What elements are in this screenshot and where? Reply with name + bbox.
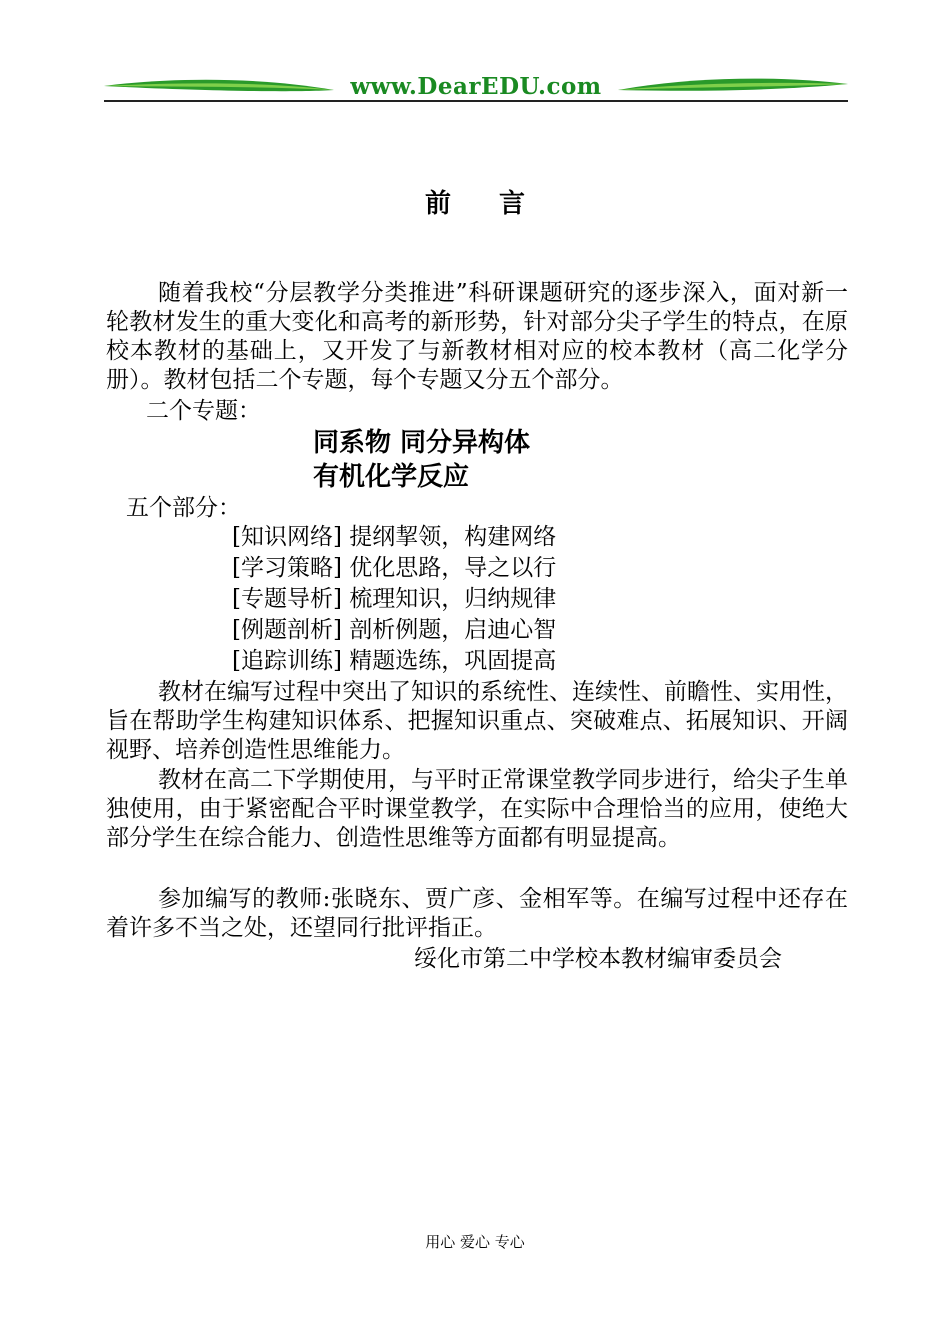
parts-label: 五个部分： xyxy=(126,495,241,521)
topics-label: 二个专题： xyxy=(146,398,261,424)
topic-item: 有机化学反应 xyxy=(313,462,470,492)
signature: 绥化市第二中学校本教材编审委员会 xyxy=(414,946,782,972)
part-item: [追踪训练] 精题选练，巩固提高 xyxy=(232,648,557,674)
usage-paragraph: 教材在高二下学期使用，与平时正常课堂教学同步进行，给尖子生单独使用，由于紧密配合平时课堂教学，在实际中合理恰当的应用，使绝大部分学生在综合能力、创造性思维等方面都有明显提高。 xyxy=(106,767,848,851)
site-header-banner xyxy=(104,70,848,104)
part-item: [例题剖析] 剖析例题，启迪心智 xyxy=(232,617,557,643)
header-divider xyxy=(104,100,848,102)
page-footer: 用心 爱心 专心 xyxy=(425,1233,525,1251)
features-paragraph: 教材在编写过程中突出了知识的系统性、连续性、前瞻性、实用性，旨在帮助学生构建知识体系、把握知识重点、突破难点、拓展知识、开阔视野、培养创造性思维能力。 xyxy=(106,679,848,763)
site-logo-text: www.DearEDU.com xyxy=(350,73,602,100)
page-title: 前言 xyxy=(424,189,573,219)
authors-paragraph: 参加编写的教师:张晓东、贾广彦、金相军等。在编写过程中还存在着许多不当之处，还望同行批评指正。 xyxy=(106,886,848,941)
part-item: [知识网络] 提纲挈领，构建网络 xyxy=(232,524,557,550)
part-item: [专题导析] 梳理知识，归纳规律 xyxy=(232,586,557,612)
intro-paragraph: 随着我校“分层教学分类推进”科研课题研究的逐步深入，面对新一轮教材发生的重大变化和高考的新形势，针对部分尖子学生的特点，在原校本教材的基础上，又开发了与新教材相对应的校本教材（高二化学分册）。教材包括二个专题，每个专题又分五个部分。 xyxy=(106,280,848,393)
topic-item: 同系物 同分异构体 xyxy=(313,428,531,458)
part-item: [学习策略] 优化思路，导之以行 xyxy=(232,555,557,581)
